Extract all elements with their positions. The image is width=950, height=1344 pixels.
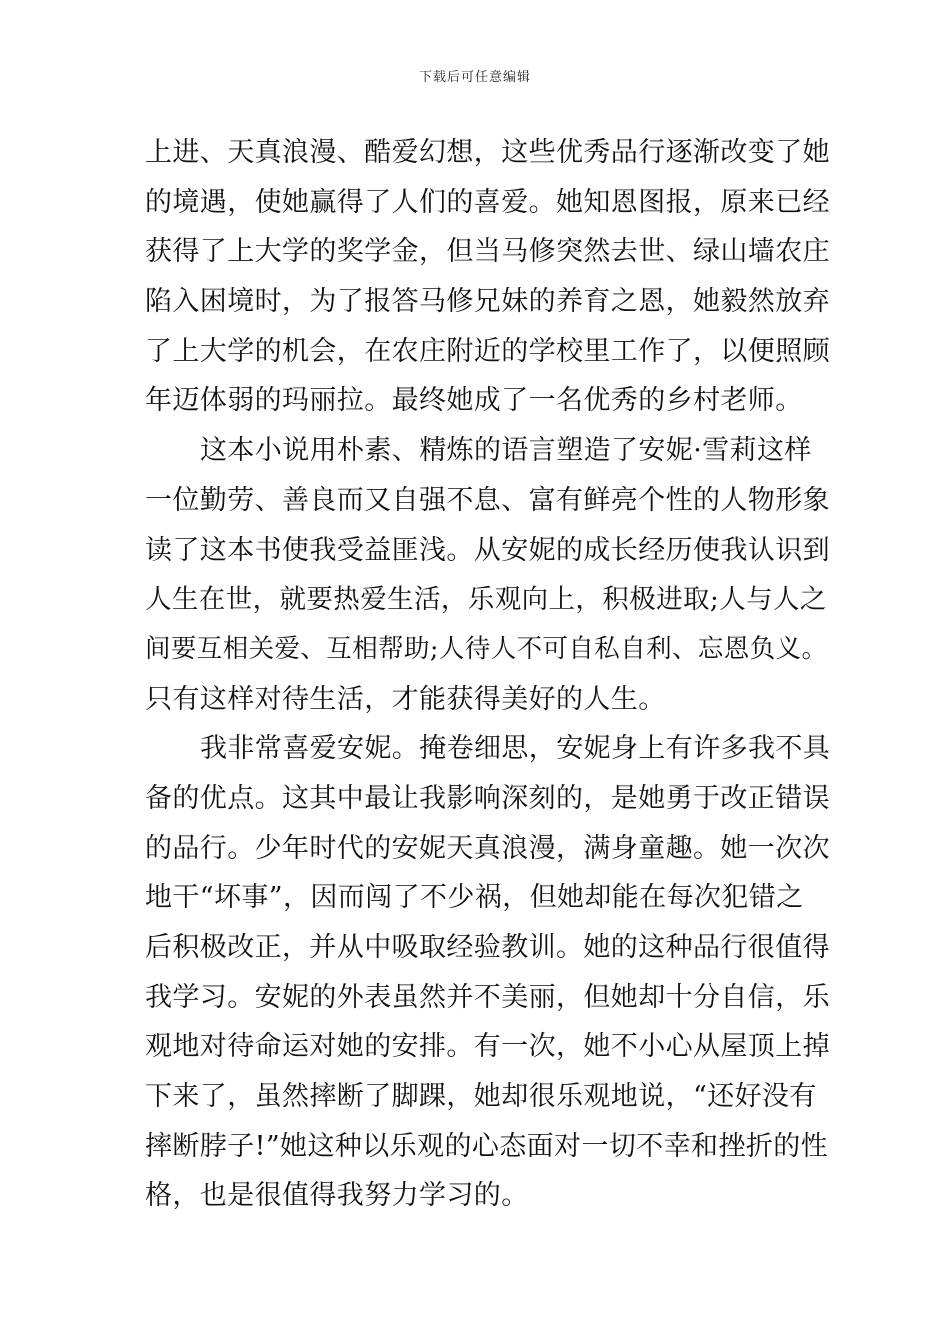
text-line-21: 摔断脖子!”她这种以乐观的心态面对一切不幸和挫折的性 <box>145 1130 829 1162</box>
text-line-22: 格，也是很值得我努力学习的。 <box>145 1180 529 1212</box>
text-line-7: 这本小说用朴素、精炼的语言塑造了安妮·雪莉这样 <box>200 435 812 467</box>
text-line-6: 年迈体弱的玛丽拉。最终她成了一名优秀的乡村老师。 <box>145 385 803 417</box>
text-line-18: 我学习。安妮的外表虽然并不美丽，但她却十分自信，乐 <box>145 981 830 1013</box>
text-line-9: 读了这本书使我受益匪浅。从安妮的成长经历使我认识到 <box>145 534 830 566</box>
text-line-16: 地干“坏事”，因而闯了不少祸，但她却能在每次犯错之 <box>145 882 804 914</box>
text-line-13: 我非常喜爱安妮。掩卷细思，安妮身上有许多我不具 <box>200 733 831 765</box>
text-line-3: 获得了上大学的奖学金，但当马修突然去世、绿山墙农庄 <box>145 236 830 268</box>
text-line-12: 只有这样对待生活，才能获得美好的人生。 <box>145 683 666 715</box>
text-line-5: 了上大学的机会，在农庄附近的学校里工作了，以便照顾 <box>145 335 830 367</box>
text-line-2: 的境遇，使她赢得了人们的喜爱。她知恩图报，原来已经 <box>145 186 830 218</box>
document-body <box>145 128 835 1221</box>
page-header: 下载后可任意编辑 <box>418 70 531 85</box>
text-line-1: 上进、天真浪漫、酷爱幻想，这些优秀品行逐渐改变了她 <box>145 137 830 168</box>
text-line-14: 备的优点。这其中最让我影响深刻的，是她勇于改正错误 <box>145 782 830 814</box>
text-line-17: 后积极改正，并从中吸取经验教训。她的这种品行很值得 <box>145 932 830 963</box>
text-line-8: 一位勤劳、善良而又自强不息、富有鲜亮个性的人物形象 <box>145 484 830 516</box>
text-line-10: 人生在世，就要热爱生活，乐观向上，积极进取;人与人之 <box>145 584 827 616</box>
text-line-19: 观地对待命运对她的安排。有一次，她不小心从屋顶上掉 <box>145 1031 830 1063</box>
text-line-15: 的品行。少年时代的安妮天真浪漫，满身童趣。她一次次 <box>145 832 830 864</box>
text-line-11: 间要互相关爱、互相帮助;人待人不可自私自利、忘恩负义。 <box>145 633 828 664</box>
text-line-4: 陷入困境时，为了报答马修兄妹的养育之恩，她毅然放弃 <box>145 286 830 318</box>
text-line-20: 下来了，虽然摔断了脚踝，她却很乐观地说，“还好没有 <box>145 1081 817 1113</box>
